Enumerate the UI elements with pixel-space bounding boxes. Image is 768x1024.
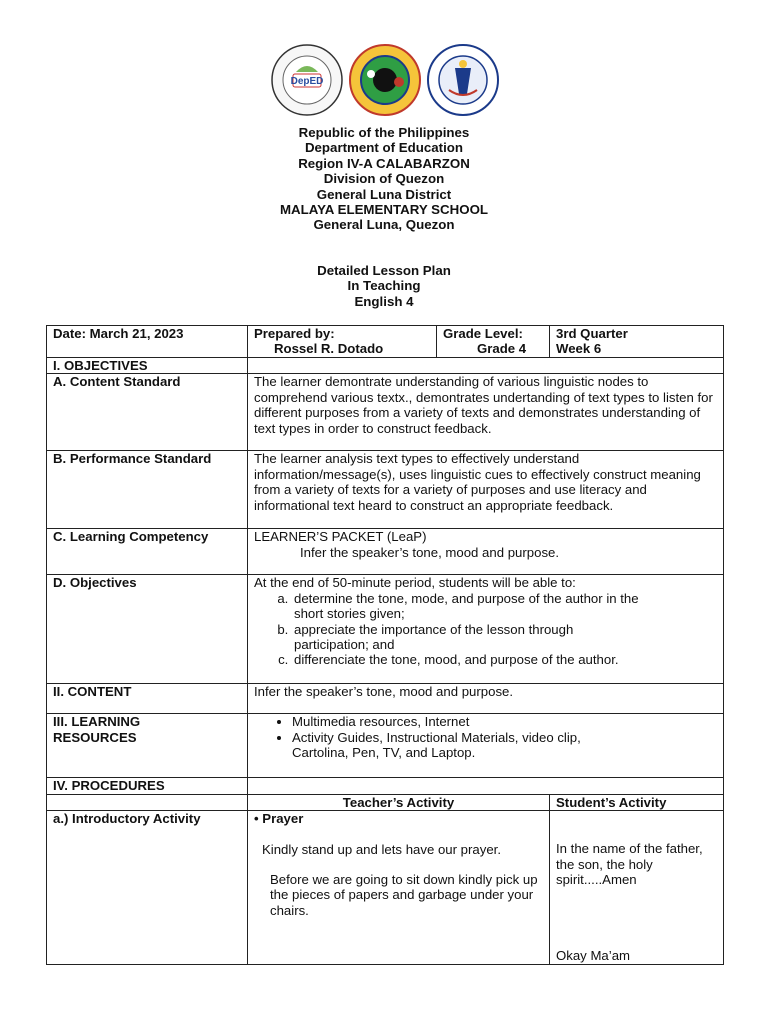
objective-item: c. differenciate the tone, mood, and purpose of the author. (292, 652, 717, 667)
student-okay-response: Okay Ma’am (556, 948, 631, 964)
content-standard-row (47, 374, 724, 451)
grade-level-cell (437, 326, 550, 358)
header-school: MALAYA ELEMENTARY SCHOOL (279, 202, 489, 218)
student-activity-header: Student’s Activity (550, 794, 724, 810)
header-department: Department of Education (304, 140, 464, 156)
date-cell: Date: March 21, 2023 (47, 326, 248, 358)
content-row (47, 684, 724, 714)
division-seal-logo (349, 44, 421, 116)
procedures-heading-row (47, 778, 724, 794)
objective-item: a. determine the tone, mode, and purpose of the author in the short stories given; (292, 591, 654, 622)
objectives-heading: I. OBJECTIVES (47, 358, 248, 374)
prepared-by-cell (248, 326, 437, 358)
plan-title-line1: Detailed Lesson Plan (317, 263, 451, 278)
plan-title (0, 263, 768, 309)
performance-standard-row (47, 451, 724, 529)
logos-row (271, 44, 501, 116)
header-district: General Luna District (316, 186, 452, 202)
grade-level-label: Grade Level: (443, 326, 523, 341)
lesson-plan-table (46, 325, 724, 965)
performance-standard-label: B. Performance Standard (47, 451, 248, 529)
prepared-by-label: Prepared by: (254, 326, 335, 341)
objective-item: b. appreciate the importance of the lesson through participation; and (292, 622, 614, 653)
prayer-heading: • Prayer (254, 811, 304, 827)
resource-item: • Activity Guides, Instructional Materials, video clip, Cartolina, Pen, TV, and Laptop. (292, 730, 612, 761)
learning-competency-row (47, 529, 724, 575)
header-location: General Luna, Quezon (313, 217, 455, 233)
objectives-list (254, 591, 717, 668)
header-region: Region IV-A CALABARZON (298, 155, 470, 171)
learning-competency-label: C. Learning Competency (47, 529, 248, 575)
objectives-label: D. Objectives (47, 575, 248, 684)
content-standard-text: The learner demontrate understanding of various linguistic nodes to comprehend various textx., demontrates undertanding of text types to listen for different purposes from a variety of texts and demonstrates understanding of text types in order to construct feedback. (248, 374, 724, 451)
objectives-cell (248, 575, 724, 684)
objectives-intro: At the end of 50-minute period, students will be able to: (254, 575, 576, 591)
content-label: II. CONTENT (47, 684, 248, 714)
header-division: Division of Quezon (323, 171, 445, 187)
quarter-cell (550, 326, 724, 358)
objectives-row (47, 575, 724, 684)
competency-packet: LEARNER’S PACKET (LeaP) (254, 529, 427, 545)
week-value: Week 6 (556, 341, 602, 357)
teacher-prayer-line: Kindly stand up and lets have our prayer. (262, 841, 501, 857)
resources-list (254, 714, 717, 760)
activity-header-row (47, 794, 724, 810)
teacher-cleanup-line: Before we are going to sit down kindly pick up the pieces of papers and garbage under your chairs. (270, 872, 538, 918)
deped-seal-logo (427, 44, 499, 116)
header-republic: Republic of the Philippines (298, 125, 470, 140)
teacher-activity-header: Teacher’s Activity (248, 794, 550, 810)
plan-title-line3: English 4 (354, 293, 414, 309)
grade-level-value: Grade 4 (477, 341, 527, 357)
content-standard-label: A. Content Standard (47, 374, 248, 451)
school-header (0, 125, 768, 233)
objectives-heading-row (47, 358, 724, 374)
school-seal-logo (271, 44, 343, 116)
prepared-by-name: Rossel R. Dotado (274, 341, 384, 357)
procedures-heading: IV. PROCEDURES (47, 778, 248, 794)
introductory-activity-row (47, 811, 724, 965)
competency-text: Infer the speaker’s tone, mood and purpose. (300, 544, 560, 560)
info-row (47, 326, 724, 358)
svg-text:DepED: DepED (290, 76, 324, 87)
teacher-activity-cell (248, 811, 550, 965)
learning-resources-label: III. LEARNING RESOURCES (47, 714, 248, 778)
student-prayer-response: In the name of the father, the son, the holy spirit.....Amen (556, 841, 703, 888)
content-text: Infer the speaker’s tone, mood and purpose. (248, 684, 724, 714)
student-activity-cell (550, 811, 724, 965)
quarter-value: 3rd Quarter (556, 326, 628, 341)
learning-competency-cell (248, 529, 724, 575)
resource-item: • Multimedia resources, Internet (292, 714, 717, 729)
performance-standard-text: The learner analysis text types to effectively understand information/message(s), uses linguistic cues to effectively construct meaning from a variety of texts for a variety of purposes and use literacy and informational text heard to construct an appropriate feedback. (248, 451, 724, 529)
learning-resources-row (47, 714, 724, 778)
learning-resources-cell (248, 714, 724, 778)
introductory-activity-label: a.) Introductory Activity (47, 811, 248, 965)
plan-title-line2: In Teaching (347, 278, 421, 294)
